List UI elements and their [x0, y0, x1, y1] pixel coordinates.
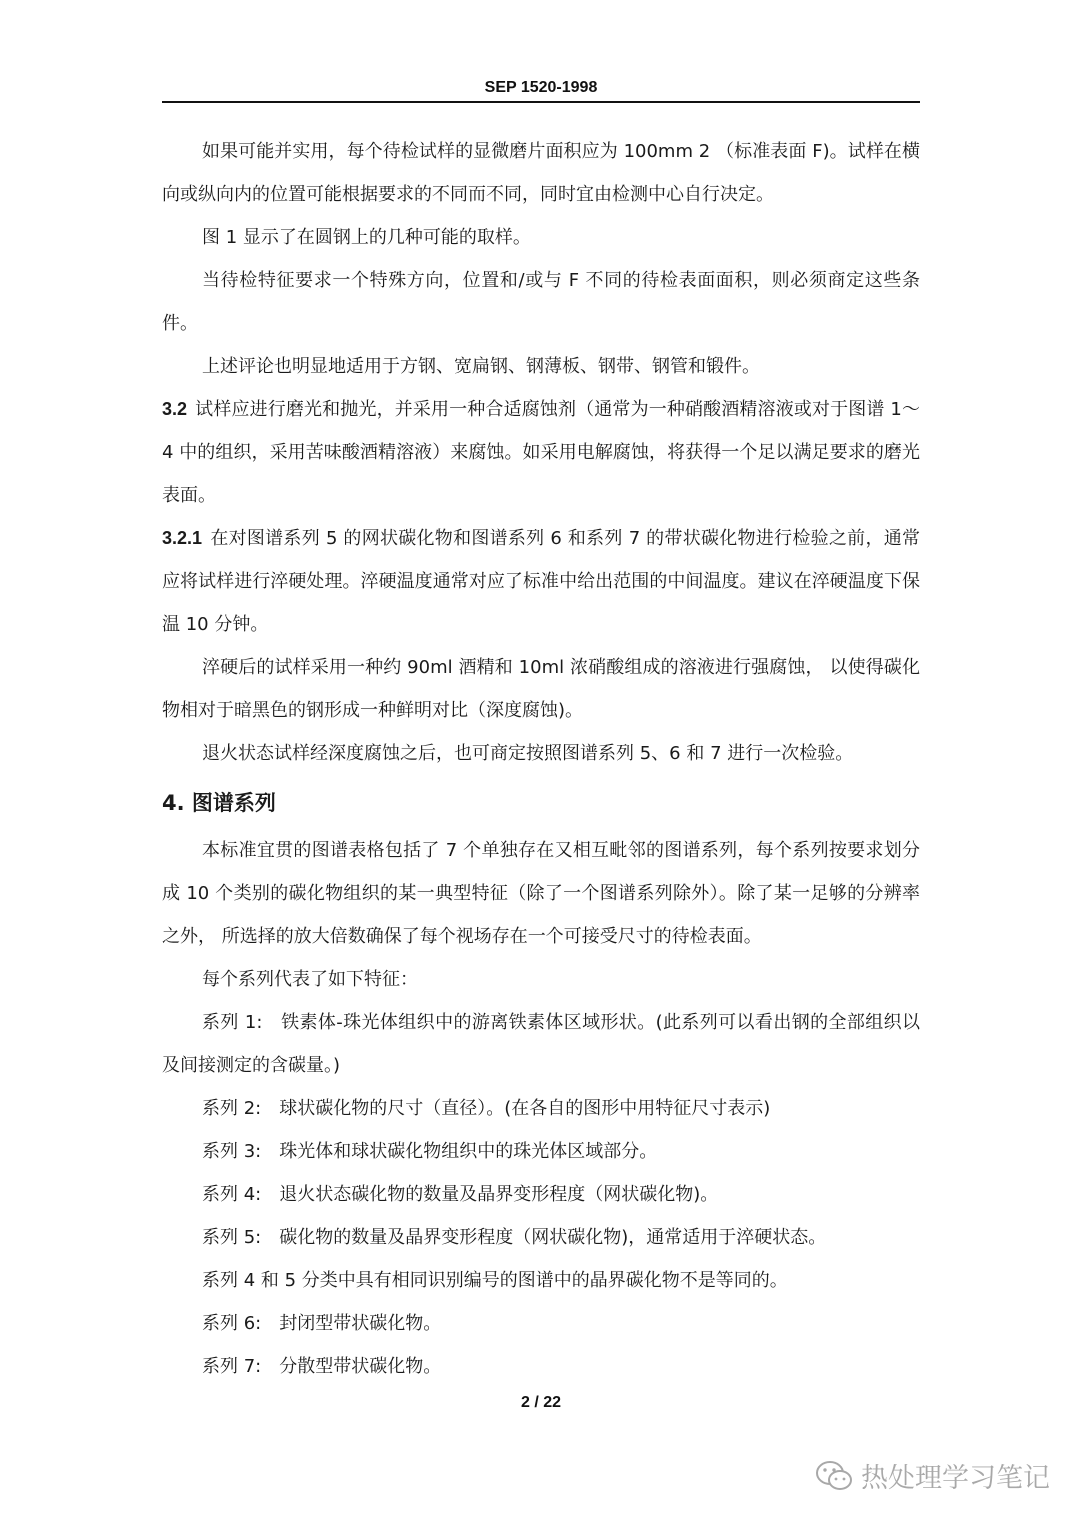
header-rule — [162, 101, 920, 103]
section-text: 试样应进行磨光和抛光，并采用一种合适腐蚀剂（通常为一种硝酸酒精溶液或对于图谱 1～4 中的组织，采用苦味酸酒精溶液）来腐蚀。如采用电解腐蚀，将获得一个足以满足要求的磨光表面。 — [162, 399, 920, 506]
paragraph-chart-series-intro: 本标准宜贯的图谱表格包括了 7 个单独存在又相互毗邻的图谱系列，每个系列按要求划分成 10 个类别的碳化物组织的某一典型特征（除了一个图谱系列除外）。除了某一足够的分辨率之外， 所选择的放大倍数确保了每个视场存在一个可接受尺寸的待检表面。 — [162, 840, 920, 947]
paragraph-sample-area: 如果可能并实用，每个待检试样的显微磨片面积应为 100mm 2 （标准表面 F)。试样在横向或纵向内的位置可能根据要求的不同而不同，同时宜由检测中心自行决定。 — [162, 141, 920, 205]
list-item-series-7: 系列 7: 分散型带状碳化物。 — [202, 1356, 442, 1377]
list-item-series-5: 系列 5: 碳化物的数量及晶界变形程度（网状碳化物)，通常适用于淬硬状态。 — [202, 1227, 827, 1248]
paragraph-deep-etching: 淬硬后的试样采用一种约 90ml 酒精和 10ml 浓硝酸组成的溶液进行强腐蚀， 以使得碳化物相对于暗黑色的钢形成一种鲜明对比（深度腐蚀)。 — [162, 657, 920, 721]
list-item-series-2: 系列 2: 球状碳化物的尺寸（直径）。(在各自的图形中用特征尺寸表示) — [202, 1098, 771, 1119]
watermark — [815, 1456, 1050, 1495]
list-item-series-6: 系列 6: 封闭型带状碳化物。 — [202, 1313, 442, 1334]
paragraph-series-4-5-note: 系列 4 和 5 分类中具有相同识别编号的图谱中的晶界碳化物不是等同的。 — [202, 1270, 788, 1291]
page-header-title: SEP 1520-1998 — [484, 79, 598, 96]
section-3-2 — [162, 388, 920, 517]
list-item-series-4: 系列 4: 退火状态碳化物的数量及晶界变形程度（网状碳化物)。 — [202, 1184, 719, 1205]
paragraph-special-direction: 当待检特征要求一个特殊方向，位置和/或与 F 不同的待检表面面积，则必须商定这些条件。 — [162, 270, 920, 334]
section-text: 在对图谱系列 5 的网状碳化物和图谱系列 6 和系列 7 的带状碳化物进行检验之前，通常应将试样进行淬硬处理。淬硬温度通常对应了标准中给出范围的中间温度。建议在淬硬温度下保温 10 分钟。 — [162, 528, 920, 635]
paragraph-applicability: 上述评论也明显地适用于方钢、宽扁钢、钢薄板、钢带、钢管和锻件。 — [202, 356, 760, 377]
section-number: 3.2 — [162, 399, 188, 419]
section-3-2-1 — [162, 517, 920, 646]
section-number: 3.2.1 — [162, 528, 203, 548]
paragraph-figure-1: 图 1 显示了在圆钢上的几种可能的取样。 — [202, 227, 531, 248]
wechat-icon — [815, 1460, 853, 1492]
list-item-series-1: 系列 1: 铁素体-珠光体组织中的游离铁素体区域形状。(此系列可以看出钢的全部组织以及间接测定的含碳量。) — [162, 1012, 920, 1076]
watermark-text: 热处理学习笔记 — [861, 1463, 1050, 1494]
page-number: 2 / 22 — [520, 1394, 562, 1411]
paragraph-features-intro: 每个系列代表了如下特征： — [202, 969, 418, 990]
document-body — [162, 130, 920, 1388]
paragraph-annealed-state: 退火状态试样经深度腐蚀之后，也可商定按照图谱系列 5、6 和 7 进行一次检验。 — [202, 743, 854, 764]
section-4-heading: 4. 图谱系列 — [162, 791, 276, 815]
list-item-series-3: 系列 3: 珠光体和球状碳化物组织中的珠光体区域部分。 — [202, 1141, 658, 1162]
